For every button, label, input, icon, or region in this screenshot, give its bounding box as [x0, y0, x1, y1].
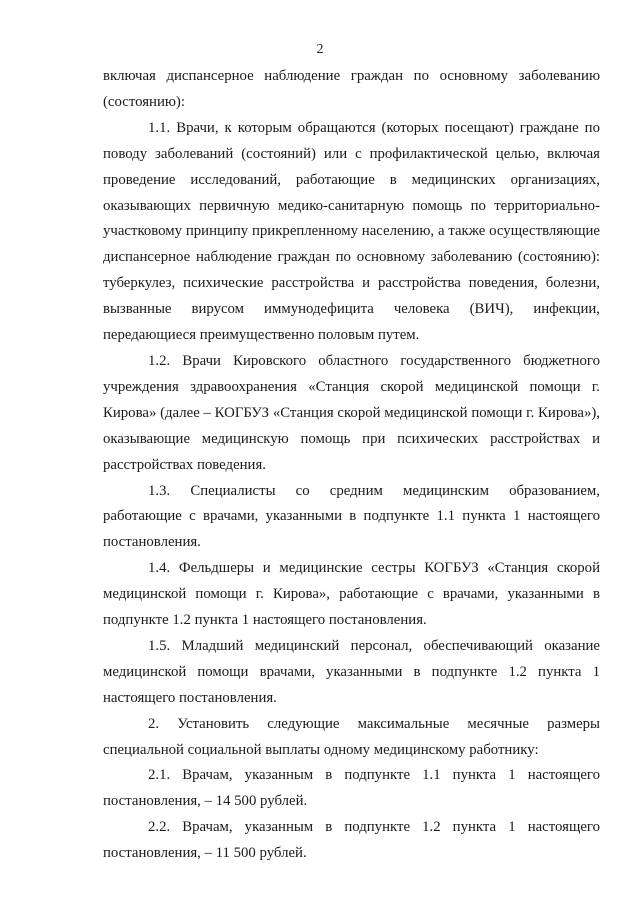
- paragraph-intro-continuation: включая диспансерное наблюдение граждан по основному заболеванию (состоянию):: [103, 68, 600, 110]
- paragraph-1-1: 1.1. Врачи, к которым обращаются (которых посещают) граждане по поводу заболеваний (состояний) или с профилактической целью, включая проведение исследований, работающие в медицинских организациях, оказывающих первичную медико-санитарную помощь по территориально-участковому принципу прикрепленному населению, а также осуществляющие диспансерное наблюдение граждан по основному заболеванию (состоянию): туберкулез, психические расстройства и расстройства поведения, болезни, вызванные вирусом иммунодефицита человека (ВИЧ), инфекции, передающиеся преимущественно половым путем.: [103, 119, 600, 344]
- document-body: [103, 64, 600, 867]
- paragraph-1-2: 1.2. Врачи Кировского областного государственного бюджетного учреждения здравоохранения «Станция скорой медицинской помощи г. Кирова» (далее – КОГБУЗ «Станция скорой медицинской помощи г. Кирова»), оказывающие медицинскую помощь при психических расстройствах и расстройствах поведения.: [103, 352, 600, 473]
- paragraph-1-4: 1.4. Фельдшеры и медицинские сестры КОГБУЗ «Станция скорой медицинской помощи г. Кирова», работающие с врачами, указанными в подпункте 1.2 пункта 1 настоящего постановления.: [103, 560, 600, 629]
- paragraph-2-2: 2.2. Врачам, указанным в подпункте 1.2 пункта 1 настоящего постановления, – 11 500 рублей.: [103, 819, 600, 862]
- page-number: 2: [316, 42, 324, 57]
- paragraph-2-1: 2.1. Врачам, указанным в подпункте 1.1 пункта 1 настоящего постановления, – 14 500 рублей.: [103, 767, 600, 810]
- paragraph-1-3: 1.3. Специалисты со средним медицинским образованием, работающие с врачами, указанными в подпункте 1.1 пункта 1 настоящего постановления.: [103, 482, 600, 551]
- paragraph-1-5: 1.5. Младший медицинский персонал, обеспечивающий оказание медицинской помощи врачами, указанными в подпункте 1.2 пункта 1 настоящего постановления.: [103, 637, 600, 706]
- paragraph-2: 2. Установить следующие максимальные месячные размеры специальной социальной выплаты одному медицинскому работнику:: [103, 715, 600, 758]
